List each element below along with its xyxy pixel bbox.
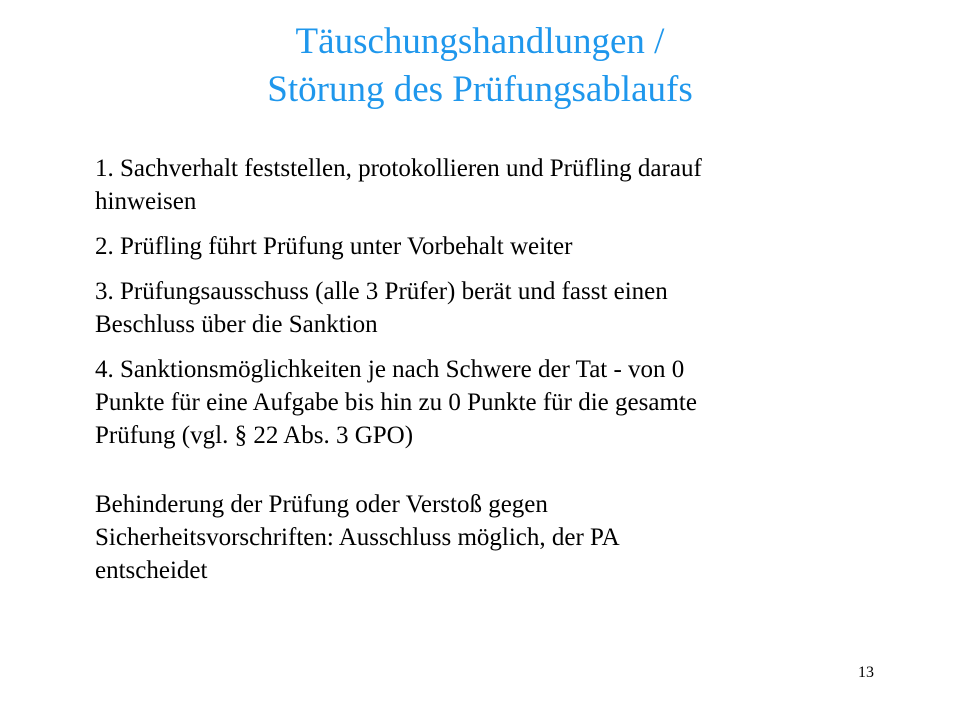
slide-title-line-1: Täuschungshandlungen / [295,21,665,62]
list-item-1-line-2: hinweisen [95,188,197,215]
note-paragraph [95,488,875,587]
list-item-4-line-2: Punkte für eine Aufgabe bis hin zu 0 Punkte für die gesamte [95,389,697,416]
list-item-2-line-1: 2. Prüfling führt Prüfung unter Vorbehalt weiter [95,233,573,260]
list-item-3-line-1: 3. Prüfungsausschuss (alle 3 Prüfer) berät und fasst einen [95,278,668,305]
slide-title [80,18,880,114]
list-item-4 [95,353,875,452]
slide-body [95,152,875,599]
slide-title-line-2: Störung des Prüfungsablaufs [267,69,693,110]
note-line-3: entscheidet [95,557,208,584]
list-item-1 [95,152,875,218]
list-item-1-line-1: 1. Sachverhalt feststellen, protokollieren und Prüfling darauf [95,155,702,182]
list-item-4-line-3: Prüfung (vgl. § 22 Abs. 3 GPO) [95,422,414,449]
list-item-4-line-1: 4. Sanktionsmöglichkeiten je nach Schwere der Tat - von 0 [95,356,685,383]
list-item-3 [95,275,875,341]
list-item-2 [95,230,875,263]
list-item-3-line-2: Beschluss über die Sanktion [95,311,378,338]
page-number: 13 [858,664,874,681]
note-line-2: Sicherheitsvorschriften: Ausschluss möglich, der PA [95,524,620,551]
note-line-1: Behinderung der Prüfung oder Verstoß gegen [95,491,548,518]
